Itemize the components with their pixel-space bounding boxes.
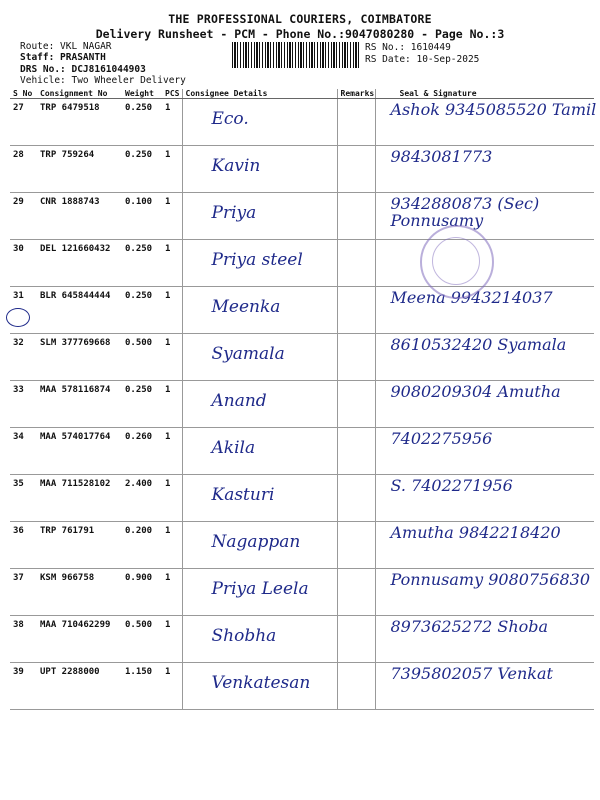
cell-weight: 0.200 xyxy=(122,522,162,569)
col-sno: S No xyxy=(10,89,37,99)
signature-handwriting: Ponnusamy 9080756830 xyxy=(390,570,591,589)
consignee-handwriting: Priya steel xyxy=(211,250,303,270)
table-row xyxy=(10,663,594,710)
runsheet-table xyxy=(10,89,597,710)
col-remarks: Remarks xyxy=(337,89,375,99)
signature-handwriting: 7395802057 Venkat xyxy=(390,664,553,683)
table-row xyxy=(10,240,594,287)
table-row xyxy=(10,287,594,334)
cell-pcs: 1 xyxy=(162,193,182,240)
cell-weight: 1.150 xyxy=(122,663,162,710)
cell-weight: 0.250 xyxy=(122,240,162,287)
cell-pcs: 1 xyxy=(162,522,182,569)
cell-pcs: 1 xyxy=(162,287,182,334)
cell-seal xyxy=(375,428,594,475)
cell-sno: 29 xyxy=(10,193,37,240)
consignee-handwriting: Kavin xyxy=(211,156,261,176)
table-header-row xyxy=(10,89,594,99)
signature-handwriting: Amutha 9842218420 xyxy=(390,523,561,542)
table-row xyxy=(10,146,594,193)
company-title: THE PROFESSIONAL COURIERS, COIMBATORE xyxy=(168,12,432,26)
cell-consignee xyxy=(182,569,337,616)
cell-weight: 0.250 xyxy=(122,381,162,428)
col-seal: Seal & Signature xyxy=(375,89,594,99)
cell-weight: 0.250 xyxy=(122,287,162,334)
consignee-handwriting: Shobha xyxy=(211,626,277,646)
cell-pcs: 1 xyxy=(162,616,182,663)
cell-seal xyxy=(375,193,594,240)
signature-handwriting: 9342880873 (Sec) Ponnusamy xyxy=(390,194,540,230)
cell-consignment: DEL 121660432 xyxy=(37,240,122,287)
signature-handwriting: Ashok 9345085520 Tamil xyxy=(390,100,597,119)
cell-pcs: 1 xyxy=(162,99,182,146)
cell-consignee xyxy=(182,381,337,428)
col-details: Consignee Details xyxy=(182,89,337,99)
cell-remarks xyxy=(337,287,375,334)
table-row xyxy=(10,381,594,428)
cell-weight: 0.100 xyxy=(122,193,162,240)
col-consignment: Consignment No xyxy=(37,89,122,99)
cell-consignee xyxy=(182,428,337,475)
table-row xyxy=(10,569,594,616)
cell-weight: 0.500 xyxy=(122,616,162,663)
cell-consignee xyxy=(182,475,337,522)
table-row xyxy=(10,616,594,663)
cell-weight: 0.500 xyxy=(122,334,162,381)
cell-consignee xyxy=(182,616,337,663)
cell-seal xyxy=(375,287,594,334)
cell-consignee xyxy=(182,663,337,710)
cell-sno: 27 xyxy=(10,99,37,146)
cell-weight: 0.260 xyxy=(122,428,162,475)
cell-consignment: MAA 711528102 xyxy=(37,475,122,522)
cell-weight: 0.250 xyxy=(122,99,162,146)
cell-consignee xyxy=(182,522,337,569)
table-row xyxy=(10,522,594,569)
cell-seal xyxy=(375,569,594,616)
handwritten-circle-mark xyxy=(6,308,30,327)
cell-seal xyxy=(375,475,594,522)
signature-handwriting: 9080209304 Amutha xyxy=(390,382,561,401)
consignee-handwriting: Kasturi xyxy=(211,485,275,505)
vehicle-label: Vehicle: Two Wheeler Delivery xyxy=(20,75,186,86)
signature-handwriting: 9843081773 xyxy=(390,147,493,166)
cell-pcs: 1 xyxy=(162,146,182,193)
table-row xyxy=(10,99,594,146)
cell-consignment: BLR 645844444 xyxy=(37,287,122,334)
table-row xyxy=(10,334,594,381)
cell-consignment: SLM 377769668 xyxy=(37,334,122,381)
cell-consignment: KSM 966758 xyxy=(37,569,122,616)
staff-label: Staff: PRASANTH xyxy=(20,52,106,63)
signature-handwriting: 8610532420 Syamala xyxy=(390,335,567,354)
signature-handwriting: 7402275956 xyxy=(390,429,493,448)
cell-sno: 31 xyxy=(10,287,37,334)
cell-remarks xyxy=(337,616,375,663)
table-row xyxy=(10,428,594,475)
rs-date: RS Date: 10-Sep-2025 xyxy=(365,54,480,65)
cell-seal xyxy=(375,334,594,381)
consignee-handwriting: Anand xyxy=(211,391,267,411)
rubber-stamp-seal xyxy=(420,225,494,299)
route-label: Route: VKL NAGAR xyxy=(20,41,112,52)
cell-pcs: 1 xyxy=(162,381,182,428)
cell-remarks xyxy=(337,240,375,287)
cell-consignment: MAA 710462299 xyxy=(37,616,122,663)
cell-consignee xyxy=(182,99,337,146)
cell-consignee xyxy=(182,334,337,381)
cell-weight: 2.400 xyxy=(122,475,162,522)
cell-seal xyxy=(375,522,594,569)
cell-seal xyxy=(375,146,594,193)
cell-sno: 33 xyxy=(10,381,37,428)
cell-pcs: 1 xyxy=(162,240,182,287)
cell-consignee xyxy=(182,240,337,287)
cell-remarks xyxy=(337,146,375,193)
cell-sno: 32 xyxy=(10,334,37,381)
cell-pcs: 1 xyxy=(162,569,182,616)
col-weight: Weight xyxy=(122,89,162,99)
cell-remarks xyxy=(337,569,375,616)
signature-handwriting: S. 7402271956 xyxy=(390,476,513,495)
cell-remarks xyxy=(337,381,375,428)
cell-consignment: UPT 2288000 xyxy=(37,663,122,710)
cell-sno: 37 xyxy=(10,569,37,616)
cell-consignment: CNR 1888743 xyxy=(37,193,122,240)
cell-weight: 0.900 xyxy=(122,569,162,616)
cell-consignment: TRP 6479518 xyxy=(37,99,122,146)
cell-remarks xyxy=(337,193,375,240)
table-row xyxy=(10,475,594,522)
cell-consignee xyxy=(182,193,337,240)
signature-handwriting: Meena 9943214037 xyxy=(390,288,553,307)
cell-sno: 39 xyxy=(10,663,37,710)
cell-remarks xyxy=(337,334,375,381)
cell-pcs: 1 xyxy=(162,475,182,522)
consignee-handwriting: Eco. xyxy=(211,109,249,129)
consignee-handwriting: Akila xyxy=(211,438,256,458)
runsheet-subtitle: Delivery Runsheet - PCM - Phone No.:9047080280 - Page No.:3 xyxy=(95,27,505,41)
cell-remarks xyxy=(337,522,375,569)
cell-remarks xyxy=(337,428,375,475)
cell-consignment: TRP 761791 xyxy=(37,522,122,569)
col-pcs: PCS xyxy=(162,89,182,99)
cell-consignment: MAA 578116874 xyxy=(37,381,122,428)
cell-pcs: 1 xyxy=(162,428,182,475)
cell-sno: 34 xyxy=(10,428,37,475)
cell-seal xyxy=(375,663,594,710)
cell-seal xyxy=(375,616,594,663)
cell-pcs: 1 xyxy=(162,663,182,710)
table-row xyxy=(10,193,594,240)
cell-sno: 30 xyxy=(10,240,37,287)
cell-sno: 38 xyxy=(10,616,37,663)
cell-remarks xyxy=(337,475,375,522)
rs-number: RS No.: 1610449 xyxy=(365,42,451,53)
drs-label: DRS No.: DCJ8161044903 xyxy=(20,64,146,75)
consignee-handwriting: Venkatesan xyxy=(211,673,311,693)
cell-consignment: MAA 574017764 xyxy=(37,428,122,475)
cell-consignee xyxy=(182,146,337,193)
cell-seal xyxy=(375,99,597,146)
cell-sno: 28 xyxy=(10,146,37,193)
cell-weight: 0.250 xyxy=(122,146,162,193)
cell-remarks xyxy=(337,99,375,146)
cell-seal xyxy=(375,381,594,428)
signature-handwriting: 8973625272 Shoba xyxy=(390,617,549,636)
consignee-handwriting: Nagappan xyxy=(211,532,301,552)
cell-pcs: 1 xyxy=(162,334,182,381)
cell-consignee xyxy=(182,287,337,334)
consignee-handwriting: Priya xyxy=(211,203,257,223)
cell-sno: 35 xyxy=(10,475,37,522)
consignee-handwriting: Meenka xyxy=(211,297,281,317)
cell-consignment: TRP 759264 xyxy=(37,146,122,193)
cell-sno: 36 xyxy=(10,522,37,569)
consignee-handwriting: Priya Leela xyxy=(211,579,309,599)
cell-remarks xyxy=(337,663,375,710)
barcode-image xyxy=(232,42,360,68)
consignee-handwriting: Syamala xyxy=(211,344,285,364)
